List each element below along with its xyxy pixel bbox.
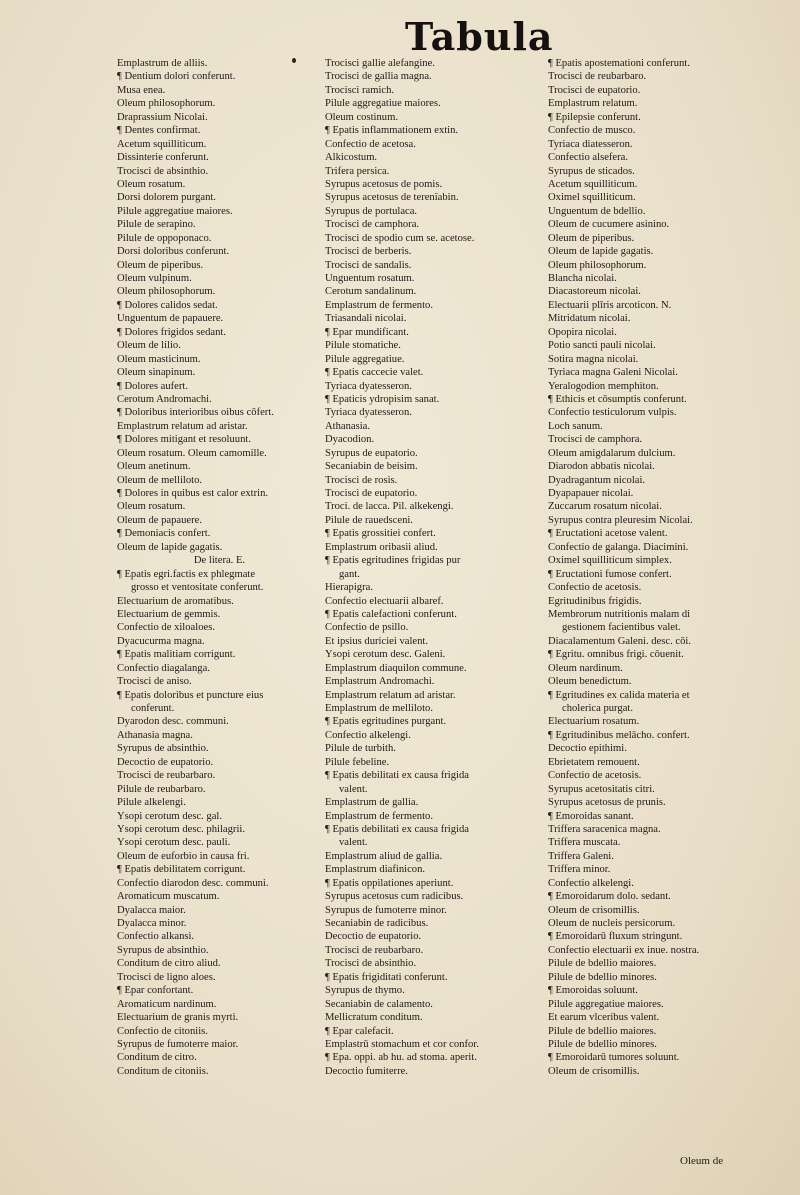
index-entry: Triffera saracenica magna. xyxy=(548,823,661,835)
index-entry: Unguentum rosatum. xyxy=(325,273,415,284)
index-entry: Syrupus de fumoterre maior. xyxy=(117,1038,239,1050)
index-entry: Emplastrum relatum ad aristar. xyxy=(325,689,456,701)
index-entry: Dorsi dolorem purgant. xyxy=(117,192,216,204)
index-entry: ¶ Epatis egritudines purgant. xyxy=(325,716,447,728)
index-entry: Ysopi cerotum desc. philagrii. xyxy=(117,823,245,835)
index-entry: Triasandali nicolai. xyxy=(325,313,407,325)
index-entry: Emplastrum de gallia. xyxy=(325,797,419,809)
index-entry: Oleum costinum. xyxy=(325,111,398,123)
index-entry: Cerotum Andromachi. xyxy=(117,393,212,405)
index-entry: ¶ Dolores frigidos sedant. xyxy=(117,326,226,338)
index-entry: Tyriaca dyatesseron. xyxy=(325,407,412,419)
index-entry: Secaniabin de calamento. xyxy=(325,998,433,1010)
index-entry: Trocisci de reubarbaro. xyxy=(117,770,216,782)
index-entry: Unguentum de papauere. xyxy=(117,313,224,325)
index-entry: ¶ Epa. oppi. ab hu. ad stoma. aperit. xyxy=(325,1052,477,1064)
index-entry: Confectio electuarii albaref. xyxy=(325,595,444,607)
index-entry: gestionem facientibus valet. xyxy=(562,622,681,634)
index-entry: Confectio de acetosa. xyxy=(325,138,416,150)
index-entry: Syrupus acetosus de prunis. xyxy=(548,797,666,809)
index-entry: ¶ Emoroidas soluunt. xyxy=(548,985,638,997)
catchword: Oleum de xyxy=(680,1155,724,1167)
index-entry: Confectio electuarii ex inue. nostra. xyxy=(548,944,700,956)
index-entry: Syrupus de thymo. xyxy=(325,985,405,997)
index-entry: Musa enea. xyxy=(117,84,166,96)
index-entry: ¶ Epatis doloribus et puncture eius xyxy=(117,689,264,701)
index-entry: valent. xyxy=(339,783,368,795)
index-entry: Oleum nardinum. xyxy=(548,662,623,674)
index-entry: Syrupus de portulaca. xyxy=(325,205,418,217)
index-entry: Oleum de papauere. xyxy=(117,514,203,526)
index-entry: Dyacucurma magna. xyxy=(117,635,205,647)
index-entry: Confectio alsefera. xyxy=(548,152,629,164)
index-entry: Pilule de oppoponaco. xyxy=(117,232,212,244)
index-entry: Oleum de nucleis persicorum. xyxy=(548,918,676,929)
index-entry: Egritudinibus frigidis. xyxy=(548,595,642,607)
index-entry: ¶ Epatis apostemationi conferunt. xyxy=(548,58,690,69)
index-entry: Electuarii plīris arcoticon. N. xyxy=(548,299,672,311)
index-entry: ¶ Emoroidarū tumores soluunt. xyxy=(548,1052,680,1064)
index-entry: Pilule aggregatiue maiores. xyxy=(548,998,664,1010)
index-entry: Trocisci gallie alefangine. xyxy=(325,58,435,69)
index-entry: Oleum benedictum. xyxy=(548,676,632,688)
index-entry: Syrupus de absinthio. xyxy=(117,743,209,755)
index-entry: Mitridatum nicolai. xyxy=(548,313,631,325)
index-entry: Trocisci de sandalis. xyxy=(325,259,412,271)
index-entry: Ebrietatem remouent. xyxy=(548,756,640,768)
index-entry: Pilule de bdellio minores. xyxy=(548,1038,657,1050)
index-entry: Opopira nicolai. xyxy=(548,326,617,338)
index-entry: Triffera muscata. xyxy=(548,837,621,849)
index-column-2 xyxy=(325,57,540,1078)
index-entry: Membrorum nutritionis malam di xyxy=(548,608,691,620)
index-entry: Confectio testiculorum vulpis. xyxy=(548,407,677,419)
index-entry: Ysopi cerotum desc. pauli. xyxy=(117,837,231,849)
index-entry: Secaniabin de beisim. xyxy=(325,461,418,473)
index-entry: Emplastrum oribasii aliud. xyxy=(325,541,438,553)
index-entry: Secaniabin de radicibus. xyxy=(325,918,429,929)
index-entry: Trocisci de gallia magna. xyxy=(325,71,432,83)
index-entry: ¶ Epatis inflammationem extin. xyxy=(325,125,459,137)
index-entry: Dissinterie conferunt. xyxy=(117,152,209,164)
index-entry: ¶ Eructationi acetose valent. xyxy=(548,528,668,540)
index-entry: ¶ Doloribus interioribus oibus cōfert. xyxy=(117,407,274,419)
index-entry: Tyriaca diatesseron. xyxy=(548,138,633,150)
index-entry: Diacalamentum Galeni. desc. cōi. xyxy=(548,635,691,647)
index-entry: Zuccarum rosatum nicolai. xyxy=(548,501,662,513)
index-entry: Oximel squilliticum. xyxy=(548,192,636,204)
index-entry: Emplastrum de fermento. xyxy=(325,810,433,822)
index-entry: ¶ Dolores calidos sedat. xyxy=(117,299,218,311)
index-entry: Tyriaca dyatesseron. xyxy=(325,380,412,392)
index-entry: Pilule de bdellio minores. xyxy=(548,971,657,983)
index-entry: valent. xyxy=(339,837,368,849)
index-entry: Trocisci de eupatorio. xyxy=(325,488,418,499)
index-entry: Oleum de crisomillis. xyxy=(548,904,640,916)
index-entry: Oximel squilliticum simplex. xyxy=(548,555,672,567)
index-entry: Dyacodion. xyxy=(325,434,375,446)
index-entry: ¶ Epatis malitiam corrigunt. xyxy=(117,649,236,661)
index-entry: Aromaticum muscatum. xyxy=(117,891,220,903)
index-entry: Oleum de cucumere asinino. xyxy=(548,219,670,231)
index-entry: Syrupus acetositatis citri. xyxy=(548,783,655,795)
index-entry: Syrupus acetosus de pomis. xyxy=(325,178,443,190)
index-entry: ¶ Emoroidarū fluxum stringunt. xyxy=(548,931,683,943)
index-entry: Dyalacca maior. xyxy=(117,904,186,916)
index-entry: Pilule febeline. xyxy=(325,756,390,768)
index-entry: ¶ Epar mundificant. xyxy=(325,326,409,338)
index-entry: ¶ Egritudines ex calida materia et xyxy=(548,689,690,701)
index-entry: Trocisci ramich. xyxy=(325,84,395,96)
index-entry: ¶ Epaticis ydropisim sanat. xyxy=(325,393,440,405)
index-entry: Conditum de citro aliud. xyxy=(117,958,221,970)
index-entry: ¶ Egritudinibus melācho. confert. xyxy=(548,729,690,741)
index-entry: Hierapigra. xyxy=(325,582,373,594)
index-entry: ¶ Epatis grossitiei confert. xyxy=(325,528,436,540)
index-entry: Blancha nicolai. xyxy=(548,273,617,284)
index-entry: Confectio de galanga. Diacimini. xyxy=(548,541,689,553)
index-entry: Trocisci de spodio cum se. acetose. xyxy=(325,232,475,244)
index-entry: Decoctio epithimi. xyxy=(548,743,627,755)
index-entry: Trocisci de berberis. xyxy=(325,246,412,258)
index-entry: Oleum anetinum. xyxy=(117,461,191,473)
index-entry: Pilule de reubarbaro. xyxy=(117,783,206,795)
index-entry: Oleum philosophorum. xyxy=(548,259,647,271)
index-entry: Oleum de euforbio in causa fri. xyxy=(117,850,250,862)
index-entry: Confectio alkansi. xyxy=(117,931,195,943)
index-entry: Pilule alkelengi. xyxy=(117,797,186,809)
index-entry: Oleum sinapinum. xyxy=(117,367,196,379)
index-entry: Pilule de turbith. xyxy=(325,743,396,755)
index-entry: Diarodon abbatis nicolai. xyxy=(548,461,655,473)
index-entry: Trocisci de camphora. xyxy=(548,434,643,446)
index-entry: Yeralogodion memphiton. xyxy=(548,380,659,392)
index-entry: Electuarium de gemmis. xyxy=(117,608,221,620)
index-entry: Trocisci de camphora. xyxy=(325,219,420,231)
index-entry: Pilule aggregatiue maiores. xyxy=(325,98,441,110)
index-entry: Emplastrum de alliis. xyxy=(117,58,208,69)
index-entry: Dorsi doloribus conferunt. xyxy=(117,246,230,258)
index-entry: Athanasia. xyxy=(325,420,371,432)
index-entry: Dyarodon desc. communi. xyxy=(117,716,229,728)
index-entry: Confectio de psillo. xyxy=(325,622,409,634)
index-entry: Confectio diarodon desc. communi. xyxy=(117,877,269,889)
index-entry: ¶ Demoniacis confert. xyxy=(117,528,211,540)
index-entry: Dyadragantum nicolai. xyxy=(548,474,646,486)
index-entry: Oleum masticinum. xyxy=(117,353,201,365)
index-entry: Oleum philosophorum. xyxy=(117,286,216,298)
index-entry: Syrupus de fumoterre minor. xyxy=(325,904,447,916)
index-entry: Pilule stomatiche. xyxy=(325,340,401,352)
index-entry: Dyalacca minor. xyxy=(117,918,187,929)
index-entry: Oleum de lapide gagatis. xyxy=(117,541,223,553)
index-entry: ¶ Emoroidarum dolo. sedant. xyxy=(548,891,671,903)
index-entry: Emplastrum de fermento. xyxy=(325,299,433,311)
index-entry: Mellicratum conditum. xyxy=(325,1012,423,1024)
index-entry: Trocisci de aniso. xyxy=(117,676,192,688)
index-entry: ¶ Epatis frigiditati conferunt. xyxy=(325,971,448,983)
index-entry: De litera. E. xyxy=(193,555,246,567)
index-entry: Trocisci de absinthio. xyxy=(117,165,209,177)
index-entry: Trocisci de rosis. xyxy=(325,474,398,486)
index-entry: Tyriaca magna Galeni Nicolai. xyxy=(548,367,678,379)
index-entry: Confectio alkelengi. xyxy=(325,729,411,741)
index-entry: ¶ Epatis caccecie valet. xyxy=(325,367,424,379)
index-entry: ¶ Epatis egritudines frigidas pur xyxy=(325,555,461,567)
index-entry: Pilule de bdellio maiores. xyxy=(548,958,657,970)
index-entry: Emplastrum de melliloto. xyxy=(325,703,433,714)
index-entry: ¶ Epilepsie conferunt. xyxy=(548,111,641,123)
index-entry: Oleum de lilio. xyxy=(117,340,181,352)
index-entry: Confectio alkelengi. xyxy=(548,877,634,889)
index-entry: Syrupus de eupatorio. xyxy=(325,447,418,459)
index-entry: Potio sancti pauli nicolai. xyxy=(548,340,656,352)
index-entry: Acetum squilliticum. xyxy=(548,178,638,190)
index-entry: ¶ Dentes confirmat. xyxy=(117,125,201,137)
index-column-1 xyxy=(117,57,322,1078)
index-entry: ¶ Epatis debilitatem corrigunt. xyxy=(117,864,246,876)
index-entry: Alkicostum. xyxy=(325,152,378,164)
index-entry: ¶ Epar confortant. xyxy=(117,985,194,997)
index-entry: Loch sanum. xyxy=(548,420,603,432)
index-entry: ¶ Epatis debilitati ex causa frigida xyxy=(325,770,469,782)
index-entry: Diacastoreum nicolai. xyxy=(548,286,641,298)
index-entry: Syrupus de absinthio. xyxy=(117,944,209,956)
index-entry: Athanasia magna. xyxy=(117,729,193,741)
index-entry: Electuarium de aromatibus. xyxy=(117,595,234,607)
index-entry: Emplastrum aliud de gallia. xyxy=(325,850,443,862)
index-entry: ¶ Dolores mitigant et resoluunt. xyxy=(117,434,251,446)
index-entry: Syrupus acetosus cum radicibus. xyxy=(325,891,464,903)
index-entry: ¶ Dolores aufert. xyxy=(117,380,188,392)
index-entry: Conditum de citro. xyxy=(117,1052,197,1064)
index-entry: Confectio de acetosis. xyxy=(548,770,642,782)
index-entry: gant. xyxy=(339,568,360,580)
index-entry: Oleum de piperibus. xyxy=(117,259,204,271)
index-entry: ¶ Epar calefacit. xyxy=(325,1025,394,1037)
index-entry: Confectio diagalanga. xyxy=(117,662,210,674)
index-entry: Oleum rosatum. xyxy=(117,178,186,190)
index-entry: Oleum rosatum. Oleum camomille. xyxy=(117,447,267,459)
index-entry: Confectio de acetosis. xyxy=(548,582,642,594)
index-entry: Confectio de musco. xyxy=(548,125,636,137)
index-entry: Sotira magna nicolai. xyxy=(548,353,639,365)
index-entry: Ysopi cerotum desc. gal. xyxy=(117,810,223,822)
index-entry: ¶ Dolores in quibus est calor extrin. xyxy=(117,488,269,499)
index-entry: ¶ Dentium dolori conferunt. xyxy=(117,71,236,83)
index-entry: Pilule aggregatiue. xyxy=(325,353,405,365)
index-entry: ¶ Epatis egri.factis ex phlegmate xyxy=(117,568,256,580)
index-entry: Dyapapauer nicolai. xyxy=(548,488,634,499)
index-entry: Triffera minor. xyxy=(548,864,611,876)
index-entry: Oleum de lapide gagatis. xyxy=(548,246,654,258)
index-entry: Unguentum de bdellio. xyxy=(548,205,646,217)
index-entry: Pilule de rauedsceni. xyxy=(325,514,413,526)
index-entry: ¶ Ethicis et cōsumptis conferunt. xyxy=(548,393,687,405)
index-entry: Ysopi cerotum desc. Galeni. xyxy=(325,649,446,661)
index-entry: Trocisci de ligno aloes. xyxy=(117,971,216,983)
index-entry: Trocisci de reubarbaro. xyxy=(548,71,647,83)
index-entry: Oleum vulpinum. xyxy=(117,273,192,284)
index-entry: ¶ Egritu. omnibus frigi. cōuenit. xyxy=(548,649,684,661)
index-entry: Pilule de serapino. xyxy=(117,219,196,231)
index-entry: Syrupus de sticados. xyxy=(548,165,635,177)
index-entry: Trifera persica. xyxy=(325,165,390,177)
index-entry: Electuarium rosatum. xyxy=(548,716,640,728)
index-entry: Oleum de melliloto. xyxy=(117,474,203,486)
index-entry: Troci. de lacca. Pil. alkekengi. xyxy=(325,501,454,513)
index-entry: Emplastrum relatum ad aristar. xyxy=(117,420,248,432)
index-entry: cholerica purgat. xyxy=(562,703,633,714)
index-entry: Oleum de crisomillis. xyxy=(548,1065,640,1077)
index-entry: Decoctio de eupatorio. xyxy=(117,756,214,768)
index-entry: Trocisci de eupatorio. xyxy=(548,84,641,96)
index-entry: conferunt. xyxy=(131,703,175,714)
index-entry: Trocisci de absinthio. xyxy=(325,958,417,970)
index-entry: Oleum philosophorum. xyxy=(117,98,216,110)
index-entry: Cerotum sandalinum. xyxy=(325,286,417,298)
index-entry: Trocisci de reubarbaro. xyxy=(325,944,424,956)
index-entry: Syrupus acetosus de terenïabin. xyxy=(325,192,459,204)
page-heading: Tabula xyxy=(405,14,554,59)
index-entry: Emplastrum diaquilon commune. xyxy=(325,662,467,674)
index-entry: ¶ Epatis debilitati ex causa frigida xyxy=(325,823,469,835)
index-entry: Electuarium de granis myrti. xyxy=(117,1012,239,1024)
index-entry: Oleum de piperibus. xyxy=(548,232,635,244)
index-entry: Draprassium Nicolai. xyxy=(117,111,208,123)
index-entry: Oleum rosatum. xyxy=(117,501,186,513)
index-entry: Emplastrū stomachum et cor confor. xyxy=(325,1038,479,1050)
index-entry: Triffera Galeni. xyxy=(548,850,614,862)
index-entry: Pilule aggregatiue maiores. xyxy=(117,205,233,217)
index-entry: Acetum squilliticum. xyxy=(117,138,207,150)
index-entry: Decoctio de eupatorio. xyxy=(325,931,422,943)
index-entry: Emplastrum Andromachi. xyxy=(325,676,435,688)
index-entry: Syrupus contra pleuresim Nicolai. xyxy=(548,514,693,526)
index-entry: ¶ Epatis calefactioni conferunt. xyxy=(325,608,457,620)
index-entry: Conditum de citoniis. xyxy=(117,1065,209,1077)
index-entry: ¶ Epatis oppilationes aperiunt. xyxy=(325,877,454,889)
index-entry: ¶ Eructationi fumose confert. xyxy=(548,568,672,580)
index-entry: Et ipsius duriciei valent. xyxy=(325,635,428,647)
index-entry: Et earum vlceribus valent. xyxy=(548,1012,660,1024)
index-column-3 xyxy=(548,57,756,1078)
index-entry: Oleum amigdalarum dulcium. xyxy=(548,447,676,459)
index-entry: Decoctio fumiterre. xyxy=(325,1065,408,1077)
index-entry: Emplastrum relatum. xyxy=(548,98,638,110)
index-entry: Emplastrum diafinicon. xyxy=(325,864,426,876)
index-entry: grosso et ventositate conferunt. xyxy=(131,582,264,594)
index-entry: ¶ Emoroidas sanant. xyxy=(548,810,634,822)
index-entry: Aromaticum nardinum. xyxy=(117,998,217,1010)
index-entry: Pilule de bdellio maiores. xyxy=(548,1025,657,1037)
index-entry: Confectio de citoniis. xyxy=(117,1025,208,1037)
index-entry: Confectio de xiloaloes. xyxy=(117,622,215,634)
